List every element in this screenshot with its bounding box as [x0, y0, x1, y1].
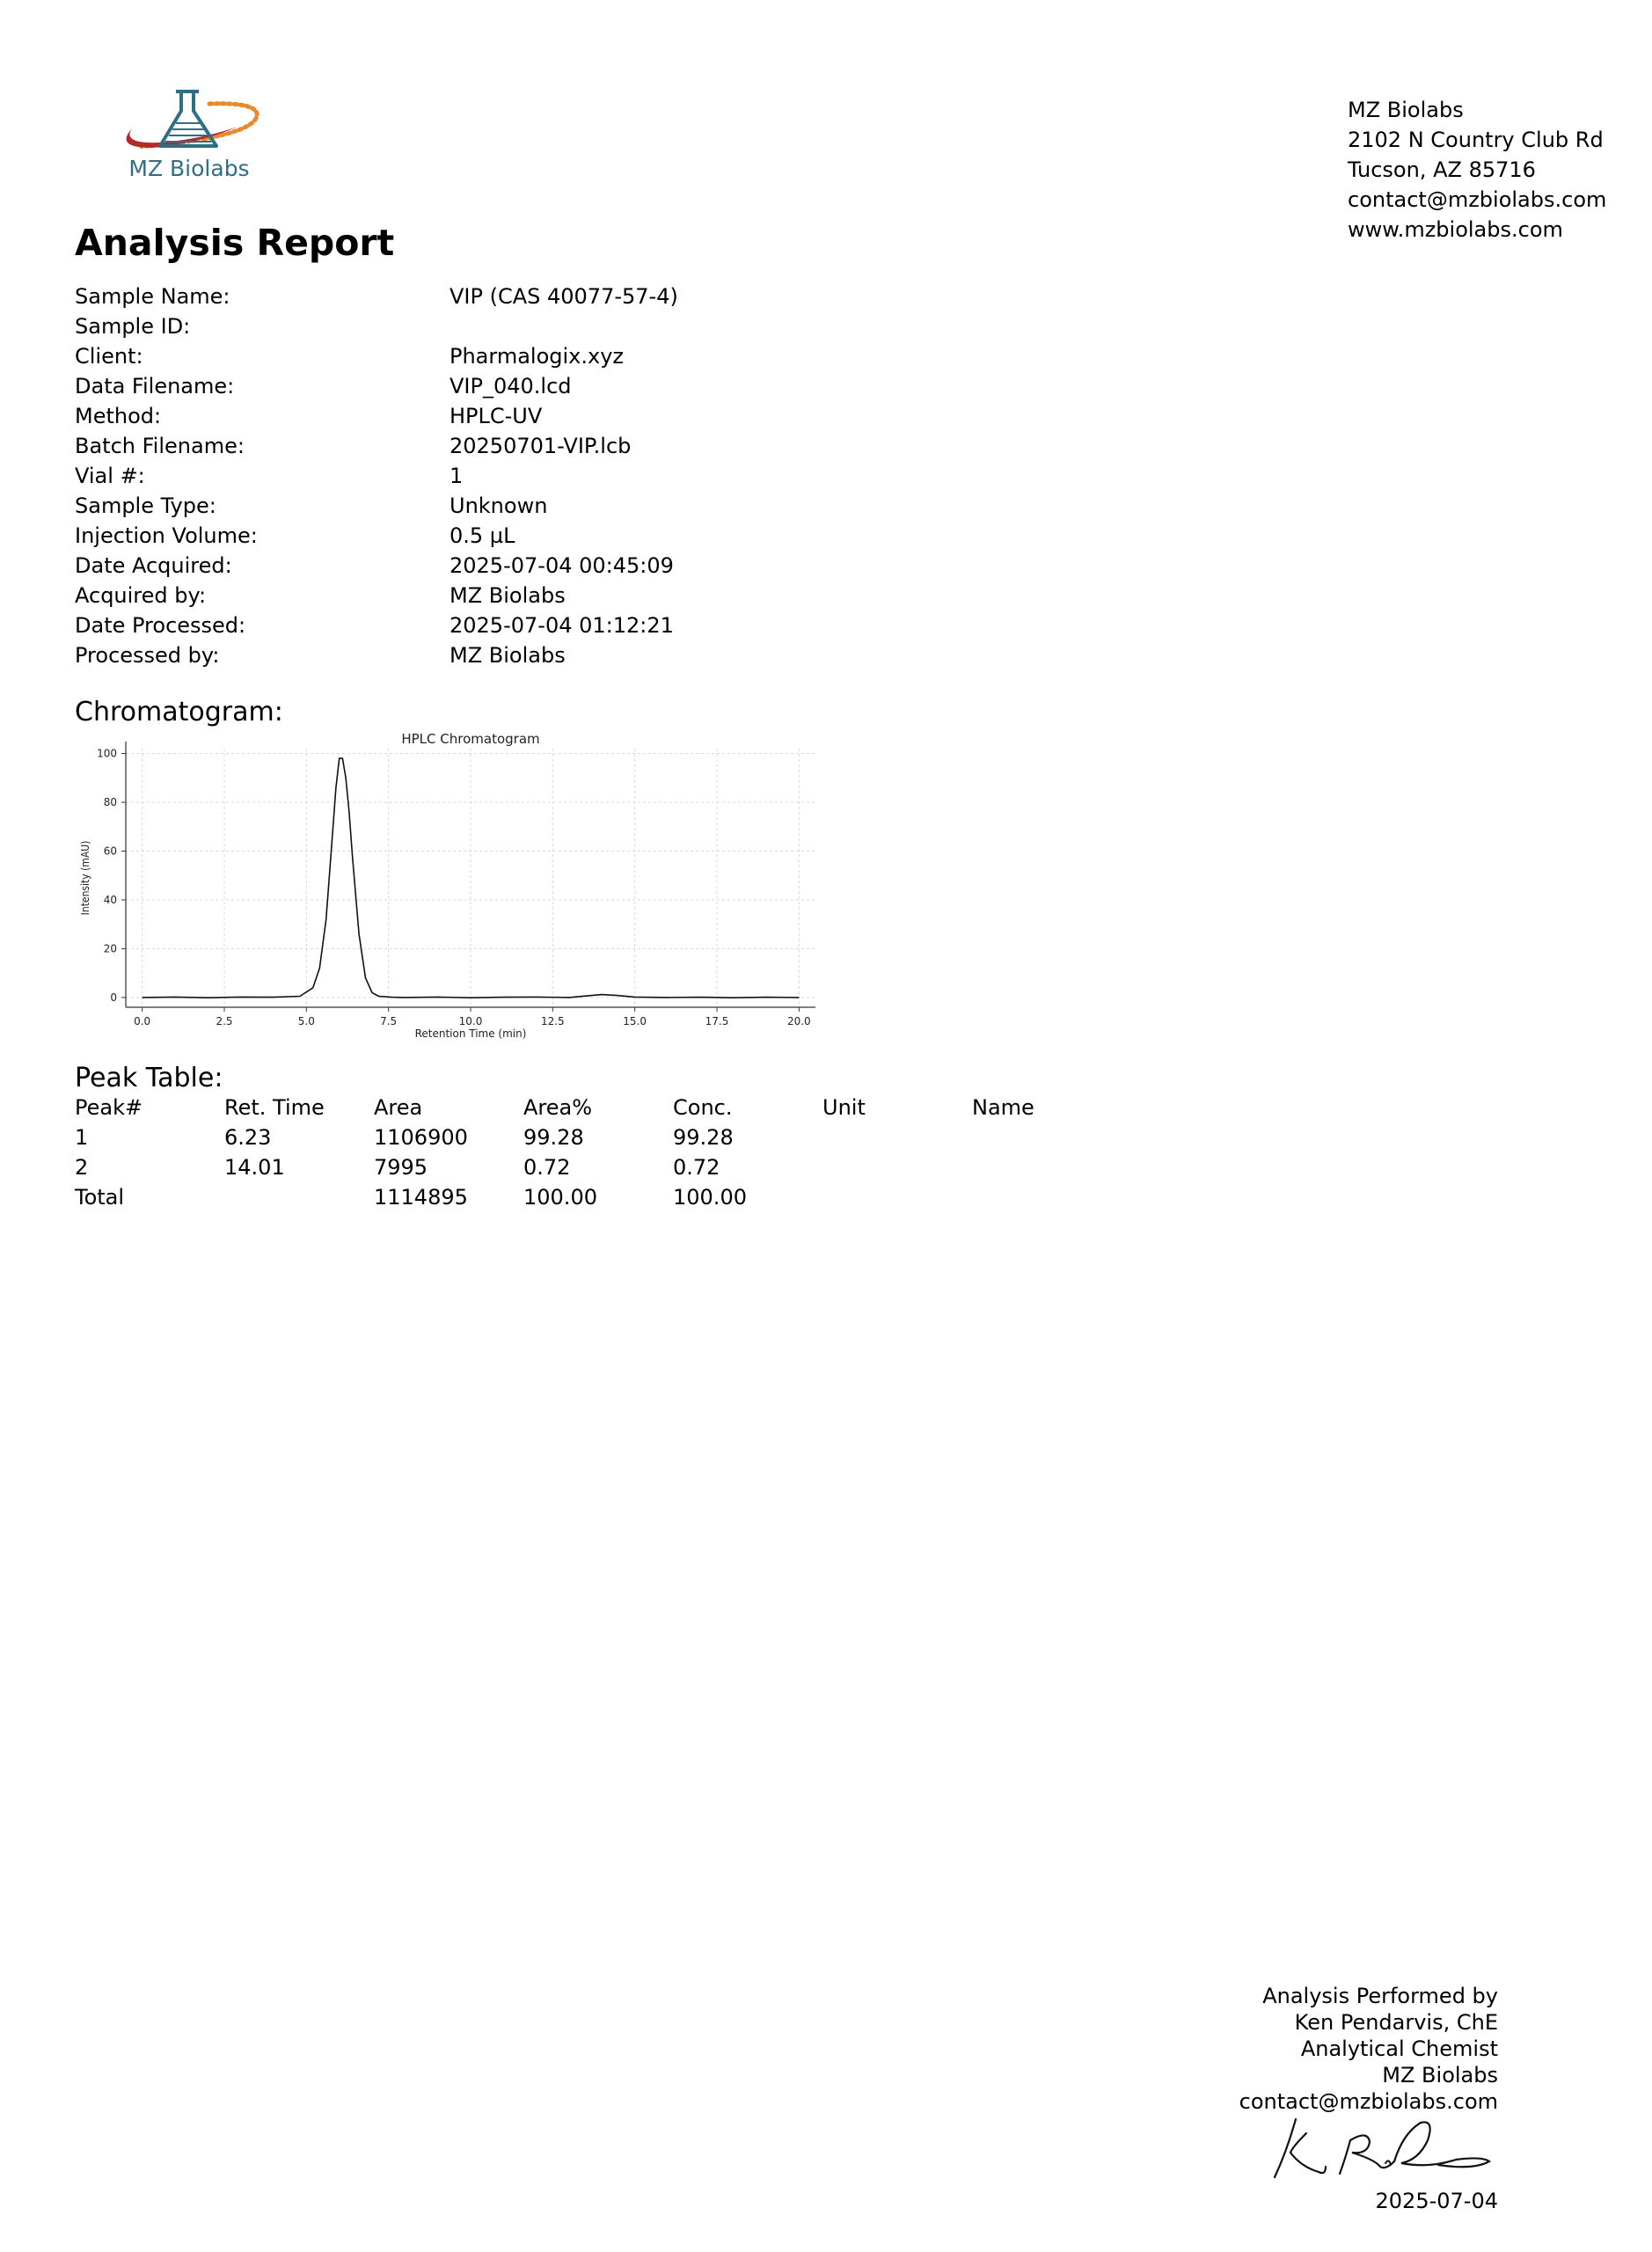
y-tick-label: 80	[103, 796, 117, 809]
company-name: MZ Biolabs	[1348, 98, 1464, 122]
peak-table-column-header: Unit	[822, 1095, 866, 1120]
sample-info-value: Unknown	[450, 494, 548, 518]
sample-info-value: 20250701-VIP.lcb	[450, 434, 632, 458]
peak-table-column-header: Ret. Time	[224, 1095, 325, 1120]
sample-info-label: Sample Type:	[75, 494, 216, 518]
y-tick-label: 100	[97, 747, 117, 760]
peak-table-header-row	[75, 1093, 1122, 1122]
sample-info-value: Pharmalogix.xyz	[450, 344, 625, 369]
peak-table-column-header: Conc.	[673, 1095, 733, 1120]
signoff-block	[1239, 1983, 1498, 2115]
handwritten-signature-icon	[1271, 2116, 1500, 2186]
x-tick-label: 0.0	[134, 1015, 151, 1027]
sample-info-row	[75, 551, 678, 581]
sample-info-row	[75, 640, 678, 670]
sample-info-value: VIP_040.lcd	[450, 374, 572, 398]
peak-table-cell: 0.72	[523, 1155, 571, 1180]
sample-info-value: HPLC-UV	[450, 404, 543, 428]
sample-info-value: 2025-07-04 00:45:09	[450, 553, 674, 578]
peak-table-cell: 2	[75, 1155, 89, 1180]
sample-info-value: 2025-07-04 01:12:21	[450, 613, 674, 638]
x-axis-label: Retention Time (min)	[414, 1027, 527, 1040]
company-street: 2102 N Country Club Rd	[1348, 128, 1604, 152]
peak-table-heading: Peak Table:	[75, 1063, 223, 1093]
signoff-name: Ken Pendarvis, ChE	[1294, 2010, 1498, 2035]
x-tick-label: 2.5	[216, 1015, 233, 1027]
sample-info-row	[75, 611, 678, 640]
sample-info-row	[75, 581, 678, 611]
y-tick-label: 0	[110, 991, 117, 1004]
peak-table-column-header: Name	[972, 1095, 1034, 1120]
peak-table-cell: 1106900	[374, 1125, 468, 1150]
sample-info-label: Date Acquired:	[75, 553, 232, 578]
peak-table-cell: 0.72	[673, 1155, 720, 1180]
peak-table-cell: 99.28	[673, 1125, 734, 1150]
company-city: Tucson, AZ 85716	[1348, 157, 1536, 182]
peak-table-cell	[972, 1182, 1122, 1212]
sample-info-label: Method:	[75, 404, 162, 428]
sample-info-row	[75, 401, 678, 431]
sample-info-row	[75, 371, 678, 401]
sample-info-value: MZ Biolabs	[450, 583, 566, 608]
sample-info-label: Vial #:	[75, 464, 145, 488]
signoff-date: 2025-07-04	[1375, 2189, 1498, 2213]
company-website: www.mzbiolabs.com	[1348, 217, 1563, 242]
peak-table-column-header: Area	[374, 1095, 423, 1120]
peak-table-cell: 14.01	[224, 1155, 285, 1180]
y-tick-label: 60	[103, 844, 117, 858]
peak-table	[75, 1093, 1122, 1212]
x-tick-label: 15.0	[623, 1015, 647, 1027]
company-address-block	[1348, 95, 1606, 245]
chromatogram-heading: Chromatogram:	[75, 697, 283, 728]
report-title: Analysis Report	[75, 222, 395, 264]
sample-info-row	[75, 431, 678, 461]
sample-info-label: Client:	[75, 344, 143, 369]
peak-table-cell: 7995	[374, 1155, 428, 1180]
sample-info-row	[75, 521, 678, 551]
peak-table-row	[75, 1152, 1122, 1182]
signoff-performed-by: Analysis Performed by	[1262, 1984, 1498, 2008]
peak-table-cell: 100.00	[523, 1185, 597, 1210]
peak-table-cell	[822, 1122, 972, 1152]
chromatogram-chart	[75, 731, 822, 1040]
sample-info-label: Sample ID:	[75, 314, 191, 339]
peak-table-cell	[822, 1152, 972, 1182]
sample-info-label: Data Filename:	[75, 374, 235, 398]
x-tick-label: 7.5	[380, 1015, 398, 1027]
sample-info-label: Batch Filename:	[75, 434, 245, 458]
peak-table-cell: 1	[75, 1125, 89, 1150]
peak-table-column-header: Area%	[523, 1095, 593, 1120]
company-email: contact@mzbiolabs.com	[1348, 187, 1607, 212]
peak-table-column-header: Peak#	[75, 1095, 143, 1120]
y-tick-label: 20	[103, 942, 117, 955]
chart-title: HPLC Chromatogram	[401, 731, 540, 747]
sample-info-label: Date Processed:	[75, 613, 246, 638]
sample-info-list	[75, 282, 678, 670]
sample-info-value: MZ Biolabs	[450, 643, 566, 668]
peak-table-cell: 99.28	[523, 1125, 584, 1150]
signoff-role: Analytical Chemist	[1300, 2036, 1498, 2061]
sample-info-label: Injection Volume:	[75, 523, 258, 548]
x-tick-label: 12.5	[540, 1015, 565, 1027]
peak-table-cell: 100.00	[673, 1185, 747, 1210]
sample-info-row	[75, 461, 678, 491]
peak-table-cell	[822, 1182, 972, 1212]
sample-info-row	[75, 282, 678, 311]
sample-info-value: 0.5 µL	[450, 523, 515, 548]
sample-info-row	[75, 311, 678, 341]
sample-info-label: Sample Name:	[75, 284, 230, 309]
chromatogram-svg	[75, 731, 822, 1040]
x-tick-label: 10.0	[458, 1015, 483, 1027]
peak-table-cell	[972, 1152, 1122, 1182]
x-tick-label: 5.0	[297, 1015, 315, 1027]
company-logo	[106, 84, 273, 186]
sample-info-row	[75, 491, 678, 521]
signoff-org: MZ Biolabs	[1382, 2063, 1498, 2087]
peak-table-cell	[972, 1122, 1122, 1152]
peak-table-cell	[224, 1182, 374, 1212]
peak-table-cell: 6.23	[224, 1125, 272, 1150]
peak-table-row	[75, 1122, 1122, 1152]
peak-table-cell: Total	[75, 1185, 125, 1210]
logo-text: MZ Biolabs	[128, 156, 250, 181]
sample-info-label: Acquired by:	[75, 583, 207, 608]
peak-table-row	[75, 1182, 1122, 1212]
flask-logo-icon	[106, 84, 273, 186]
y-axis-label: Intensity (mAU)	[79, 840, 91, 916]
sample-info-value: 1	[450, 464, 464, 488]
x-tick-label: 20.0	[786, 1015, 811, 1027]
signoff-email: contact@mzbiolabs.com	[1239, 2089, 1498, 2114]
sample-info-label: Processed by:	[75, 643, 220, 668]
sample-info-row	[75, 341, 678, 371]
peak-table-cell: 1114895	[374, 1185, 468, 1210]
y-tick-label: 40	[103, 893, 117, 906]
sample-info-value: VIP (CAS 40077-57-4)	[450, 284, 678, 309]
x-tick-label: 17.5	[705, 1015, 729, 1027]
